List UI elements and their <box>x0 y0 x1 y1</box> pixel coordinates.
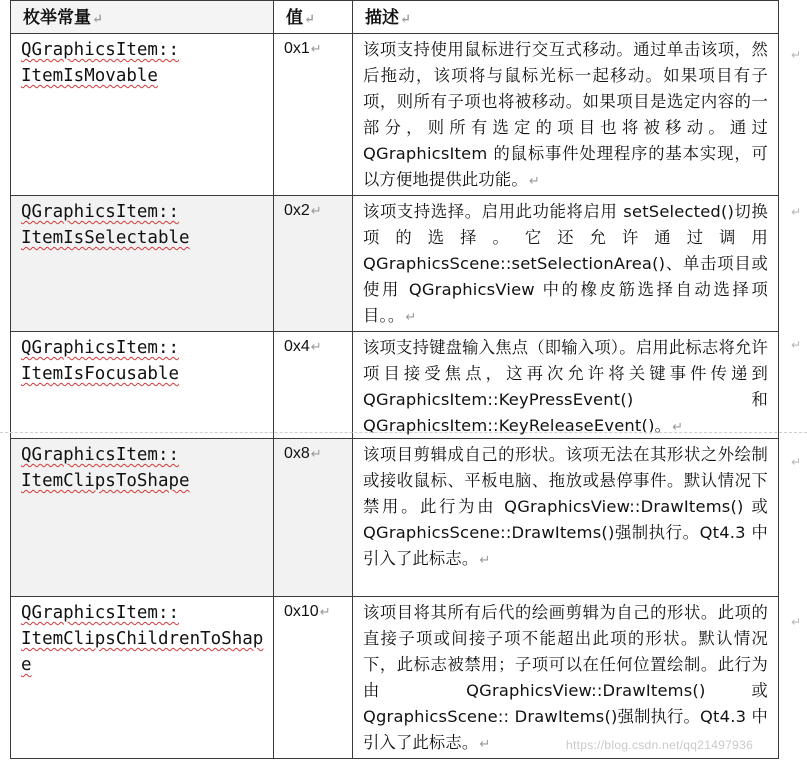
table-row <box>11 597 779 759</box>
header-enum-constant: 枚举常量↵ <box>11 1 274 34</box>
enum-value-cell: 0x8↵ <box>274 439 353 597</box>
table-row <box>11 439 779 597</box>
enum-name-line1: QGraphicsItem:: <box>21 40 180 60</box>
table-row <box>11 34 779 196</box>
enum-value-cell: 0x4↵ <box>274 332 353 442</box>
enum-description-cell: 该项支持使用鼠标进行交互式移动。通过单击该项，然后拖动，该项将与鼠标光标一起移动。如果项目有子项，则所有子项也将被移动。如果项目是选定内容的一部分，则所有选定的项目也将被移动。通过 QGraphicsItem 的鼠标事件处理程序的基本实现，可以方便地提供此功能。↵ <box>353 34 779 196</box>
row-end-mark: ↵ <box>790 455 801 469</box>
enum-name-line1: QGraphicsItem:: <box>21 202 180 222</box>
enum-description-cell: 该项目将其所有后代的绘画剪辑为自己的形状。此项的直接子项或间接子项不能超出此项的形状。默认情况下，此标志被禁用；子项可以在任何位置绘制。此行为由 QGraphicsView::DrawItems() 或 QgraphicsScene:: DrawItems()强制执行。Qt4.3 中引入了此标志。↵ <box>353 597 779 759</box>
enum-description-cell: 该项支持选择。启用此功能将启用 setSelected()切换项的选择。它还允许通过调用 QGraphicsScene::setSelectionArea()、单击项目或使用 QGraphicsView 中的橡皮筋选择自动选择项目。。↵ <box>353 196 779 332</box>
enum-name-line1: QGraphicsItem:: <box>21 338 180 358</box>
enum-name-cell <box>11 34 274 196</box>
table-header-row <box>11 1 779 34</box>
row-end-mark: ↵ <box>790 48 801 62</box>
enum-description-cell: 该项支持键盘输入焦点（即输入项）。启用此标志将允许项目接受焦点，这再次允许将关键事件传递到 QGraphicsItem::KeyPressEvent() 和 QGraphicsItem::KeyReleaseEvent()。↵ <box>353 332 779 442</box>
enum-name-cell <box>11 597 274 759</box>
enum-name-cell <box>11 196 274 332</box>
enum-name-line2: ItemClipsToShape <box>21 471 190 491</box>
enum-name-line2: ItemIsMovable <box>21 66 158 86</box>
enum-value-cell: 0x10↵ <box>274 597 353 759</box>
enum-name-line2: ItemIsFocusable <box>21 364 180 384</box>
enum-value-cell: 0x2↵ <box>274 196 353 332</box>
watermark-text: https://blog.csdn.net/qq21497936 <box>566 738 754 752</box>
enum-description-cell: 该项目剪辑成自己的形状。该项无法在其形状之外绘制或接收鼠标、平板电脑、拖放或悬停事件。默认情况下禁用。此行为由 QGraphicsView::DrawItems() 或 QGraphicsScene::DrawItems()强制执行。Qt4.3 中引入了此标志。↵ <box>353 439 779 597</box>
enum-name-cell <box>11 332 274 442</box>
row-end-mark: ↵ <box>790 205 801 219</box>
enum-value-cell: 0x1↵ <box>274 34 353 196</box>
table-row <box>11 196 779 332</box>
flags-table-part2 <box>10 438 779 759</box>
enum-name-line1: QGraphicsItem:: <box>21 445 180 465</box>
header-value: 值↵ <box>274 1 353 34</box>
enum-name-line2: ItemClipsChildrenToShape <box>21 629 264 675</box>
page-break-divider <box>0 432 807 433</box>
header-description: 描述↵ <box>353 1 779 34</box>
flags-table-part1 <box>10 0 779 442</box>
row-end-mark: ↵ <box>790 338 801 352</box>
table-row <box>11 332 779 442</box>
enum-name-line2: ItemIsSelectable <box>21 228 190 248</box>
enum-name-line1: QGraphicsItem:: <box>21 603 180 623</box>
enum-name-cell <box>11 439 274 597</box>
row-end-mark: ↵ <box>790 615 801 629</box>
